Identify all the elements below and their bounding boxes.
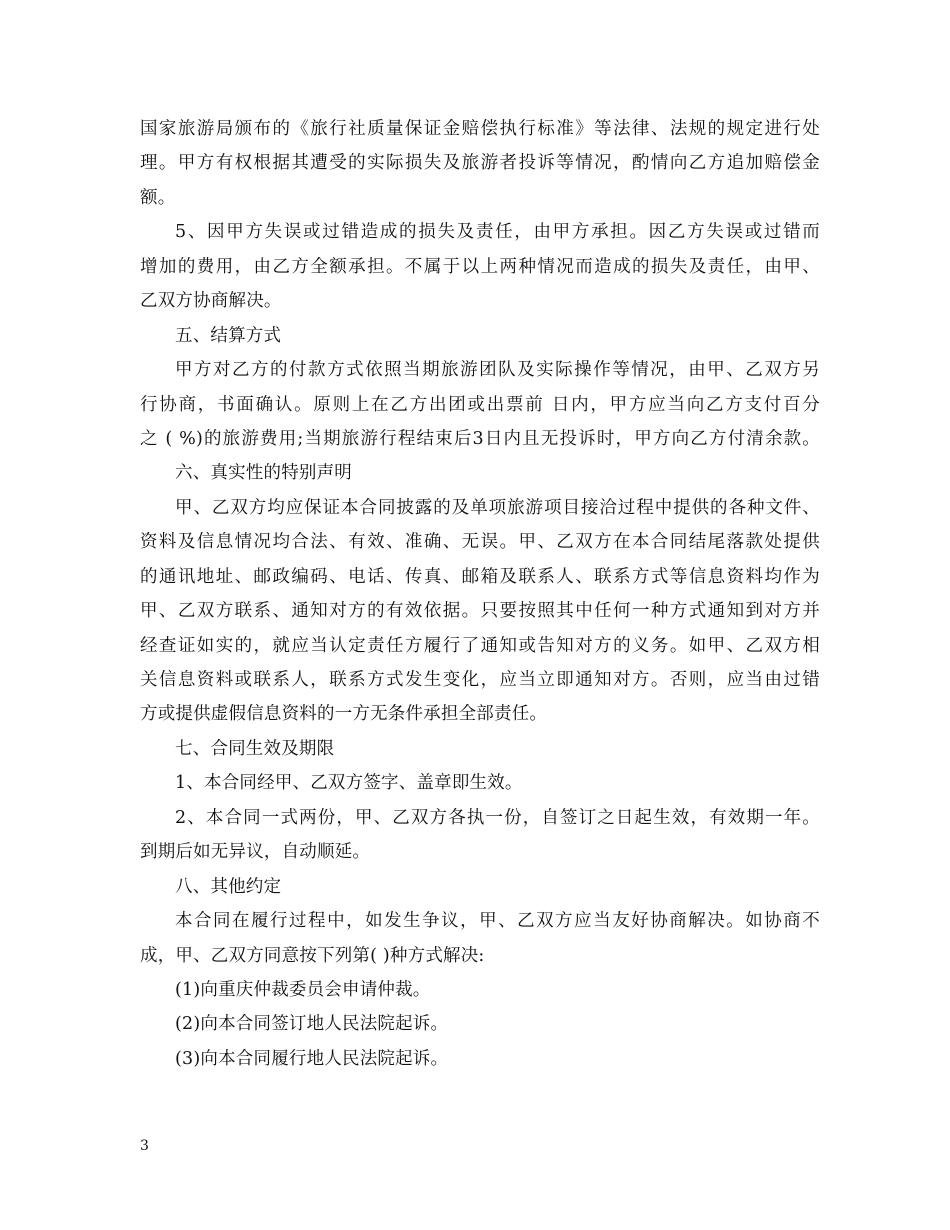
document-line: 国家旅游局颁布的《旅行社质量保证金赔偿执行标准》等法律、法规的规定进行处 — [140, 119, 820, 139]
document-line: 本合同在履行过程中，如发生争议，甲、乙双方应当友好协商解决。如协商不 — [175, 911, 820, 932]
document-line: (3)向本合同履行地人民法院起诉。 — [175, 1048, 449, 1069]
document-line: 八、其他约定 — [175, 876, 282, 897]
page-number: 3 — [140, 1138, 149, 1154]
document-line: 五、结算方式 — [175, 325, 282, 346]
document-line: 到期后如无异议，自动顺延。 — [140, 842, 371, 863]
document-line: 增加的费用，由乙方全额承担。不属于以上两种情况而造成的损失及责任，由甲、 — [140, 256, 820, 277]
document-line: 行协商，书面确认。原则上在乙方出团或出票前 日内，甲方应当向乙方支付百分 — [140, 394, 820, 415]
document-line: 之 ( %)的旅游费用;当期旅游行程结束后3日内且无投诉时，甲方向乙方付清余款。 — [140, 428, 820, 449]
document-line: 甲、乙双方均应保证本合同披露的及单项旅游项目接洽过程中提供的各种文件、 — [175, 497, 820, 518]
document-line: 乙双方协商解决。 — [140, 291, 282, 312]
document-line: 甲方对乙方的付款方式依照当期旅游团队及实际操作等情况，由甲、乙双方另 — [175, 360, 820, 381]
document-line: 资料及信息情况均合法、有效、准确、无误。甲、乙双方在本合同结尾落款处提供 — [140, 532, 820, 553]
document-line: 方或提供虚假信息资料的一方无条件承担全部责任。 — [140, 704, 548, 725]
document-line: (2)向本合同签订地人民法院起诉。 — [175, 1014, 449, 1035]
document-line: 六、真实性的特别声明 — [175, 463, 352, 484]
document-line: 额。 — [140, 187, 176, 208]
document-line: 1、本合同经甲、乙双方签字、盖章即生效。 — [175, 773, 523, 794]
document-line: 关信息资料或联系人，联系方式发生变化，应当立即通知对方。否则，应当由过错 — [140, 670, 820, 690]
document-line: 经查证如实的，就应当认定责任方履行了通知或告知对方的义务。如甲、乙双方相 — [140, 635, 820, 656]
document-line: 甲、乙双方联系、通知对方的有效依据。只要按照其中任何一种方式通知到对方并 — [140, 601, 820, 622]
document-line: 理。甲方有权根据其遭受的实际损失及旅游者投诉等情况，酌情向乙方追加赔偿金 — [140, 153, 820, 174]
document-line: (1)向重庆仲裁委员会申请仲裁。 — [175, 979, 431, 1000]
document-line: 七、合同生效及期限 — [175, 738, 335, 759]
document-line: 5、因甲方失误或过错造成的损失及责任，由甲方承担。因乙方失误或过错而 — [175, 222, 820, 243]
document-line: 2、本合同一式两份，甲、乙双方各执一份，自签订之日起生效，有效期一年。 — [175, 807, 820, 828]
document-line: 成，甲、乙双方同意按下列第( )种方式解决: — [140, 945, 485, 966]
document-body — [140, 112, 820, 1076]
document-line: 的通讯地址、邮政编码、电话、传真、邮箱及联系人、联系方式等信息资料均作为 — [140, 566, 820, 587]
